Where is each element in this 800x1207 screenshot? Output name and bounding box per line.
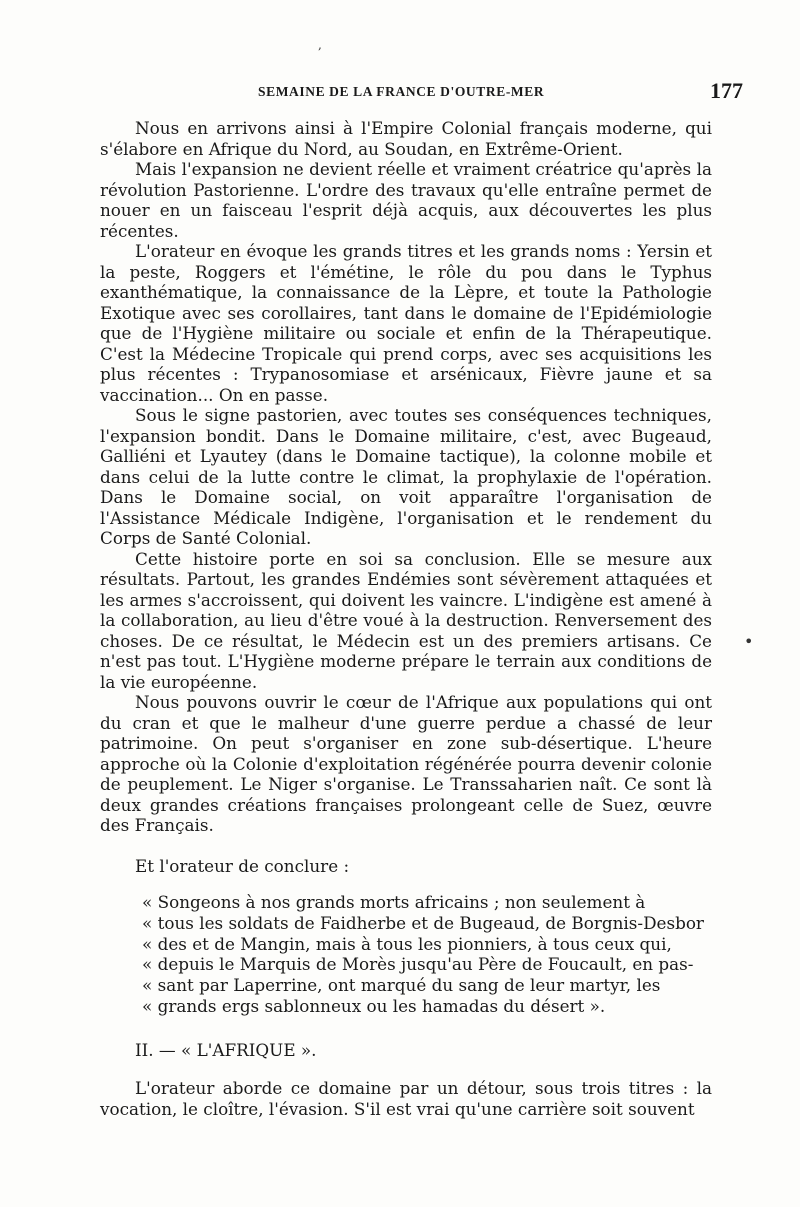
paragraph: Sous le signe pastorien, avec toutes ses conséquences techniques, l'expansion bondit. Dans le Domaine militaire, c'est, avec Bugeaud, Galliéni et Lyautey (dans le Domaine tactique), la colonne mobile et dans celui de la lutte contre le climat, la prophylaxie de l'opération. Dans le Domaine social, on voit apparaître l'organisation de l'Assistance Médicale Indigène, l'organisation et le rendement du Corps de Santé Colonial.	[100, 405, 712, 548]
section-title: II. — « L'AFRIQUE ».	[135, 1039, 317, 1060]
paragraph: Mais l'expansion ne devient réelle et vraiment créatrice qu'après la révolution Pastorienne. L'ordre des travaux qu'elle entraîne permet de nouer en un faisceau l'esprit déjà acquis, aux découvertes les plus récentes.	[100, 159, 712, 241]
body-text	[100, 118, 712, 1119]
page-number: 177	[710, 78, 743, 103]
conclusion-intro: Et l'orateur de conclure :	[135, 855, 350, 876]
quote-line: « des et de Mangin, mais à tous les pionniers, à tous ceux qui,	[142, 933, 672, 954]
page-header	[110, 78, 745, 108]
paragraph: L'orateur aborde ce domaine par un détour, sous trois titres : la vocation, le cloître, l'évasion. S'il est vrai qu'une carrière soit souvent	[100, 1078, 712, 1119]
quote-line: « sant par Laperrine, ont marqué du sang de leur martyr, les	[142, 975, 661, 996]
quotation-block	[100, 892, 712, 1017]
paragraph: Nous en arrivons ainsi à l'Empire Colonial français moderne, qui s'élabore en Afrique du Nord, au Soudan, en Extrême-Orient.	[100, 118, 712, 159]
quote-line: « Songeons à nos grands morts africains ; non seulement à	[142, 892, 646, 912]
scan-mark: ,	[318, 38, 322, 52]
quote-line: « tous les soldats de Faidherbe et de Bugeaud, de Borgnis-Desbor	[142, 912, 704, 933]
quote-line: « grands ergs sablonneux ou les hamadas du désert ».	[142, 995, 606, 1016]
paragraph: L'orateur en évoque les grands titres et les grands noms : Yersin et la peste, Roggers et l'émétine, le rôle du pou dans le Typhus exanthématique, la connaissance de la Lèpre, et toute la Pathologie Exotique avec ses corollaires, tant dans le domaine de l'Epidémiologie que de l'Hygiène militaire ou sociale et enfin de la Thérapeutique. C'est la Médecine Tropicale qui prend corps, avec ses acquisitions les plus récentes : Trypanosomiase et arsénicaux, Fièvre jaune et sa vaccination... On en passe.	[100, 241, 712, 405]
quote-line: « depuis le Marquis de Morès jusqu'au Père de Foucault, en pas-	[142, 954, 694, 975]
paragraph: Cette histoire porte en soi sa conclusion. Elle se mesure aux résultats. Partout, les grandes Endémies sont sévèrement attaquées et les armes s'accroissent, qui doivent les vaincre. L'indigène est amené à la collaboration, au lieu d'être voué à la destruction. Renversement des choses. De ce résultat, le Médecin est un des premiers artisans. Ce n'est pas tout. L'Hygiène moderne prépare le terrain aux conditions de la vie européenne.	[100, 548, 712, 692]
paragraph: Nous pouvons ouvrir le cœur de l'Afrique aux populations qui ont du cran et que le malheur d'une guerre perdue a chassé de leur patrimoine. On peut s'organiser en zone sub-désertique. L'heure approche où la Colonie d'exploitation régénérée pourra devenir colonie de peuplement. Le Niger s'organise. Le Transsaharien naît. Ce sont là deux grandes créations françaises prolongeant celle de Suez, œuvre des Français.	[100, 692, 712, 835]
running-head: SEMAINE DE LA FRANCE D'OUTRE-MER	[258, 84, 545, 99]
scan-mark: •	[744, 632, 754, 651]
